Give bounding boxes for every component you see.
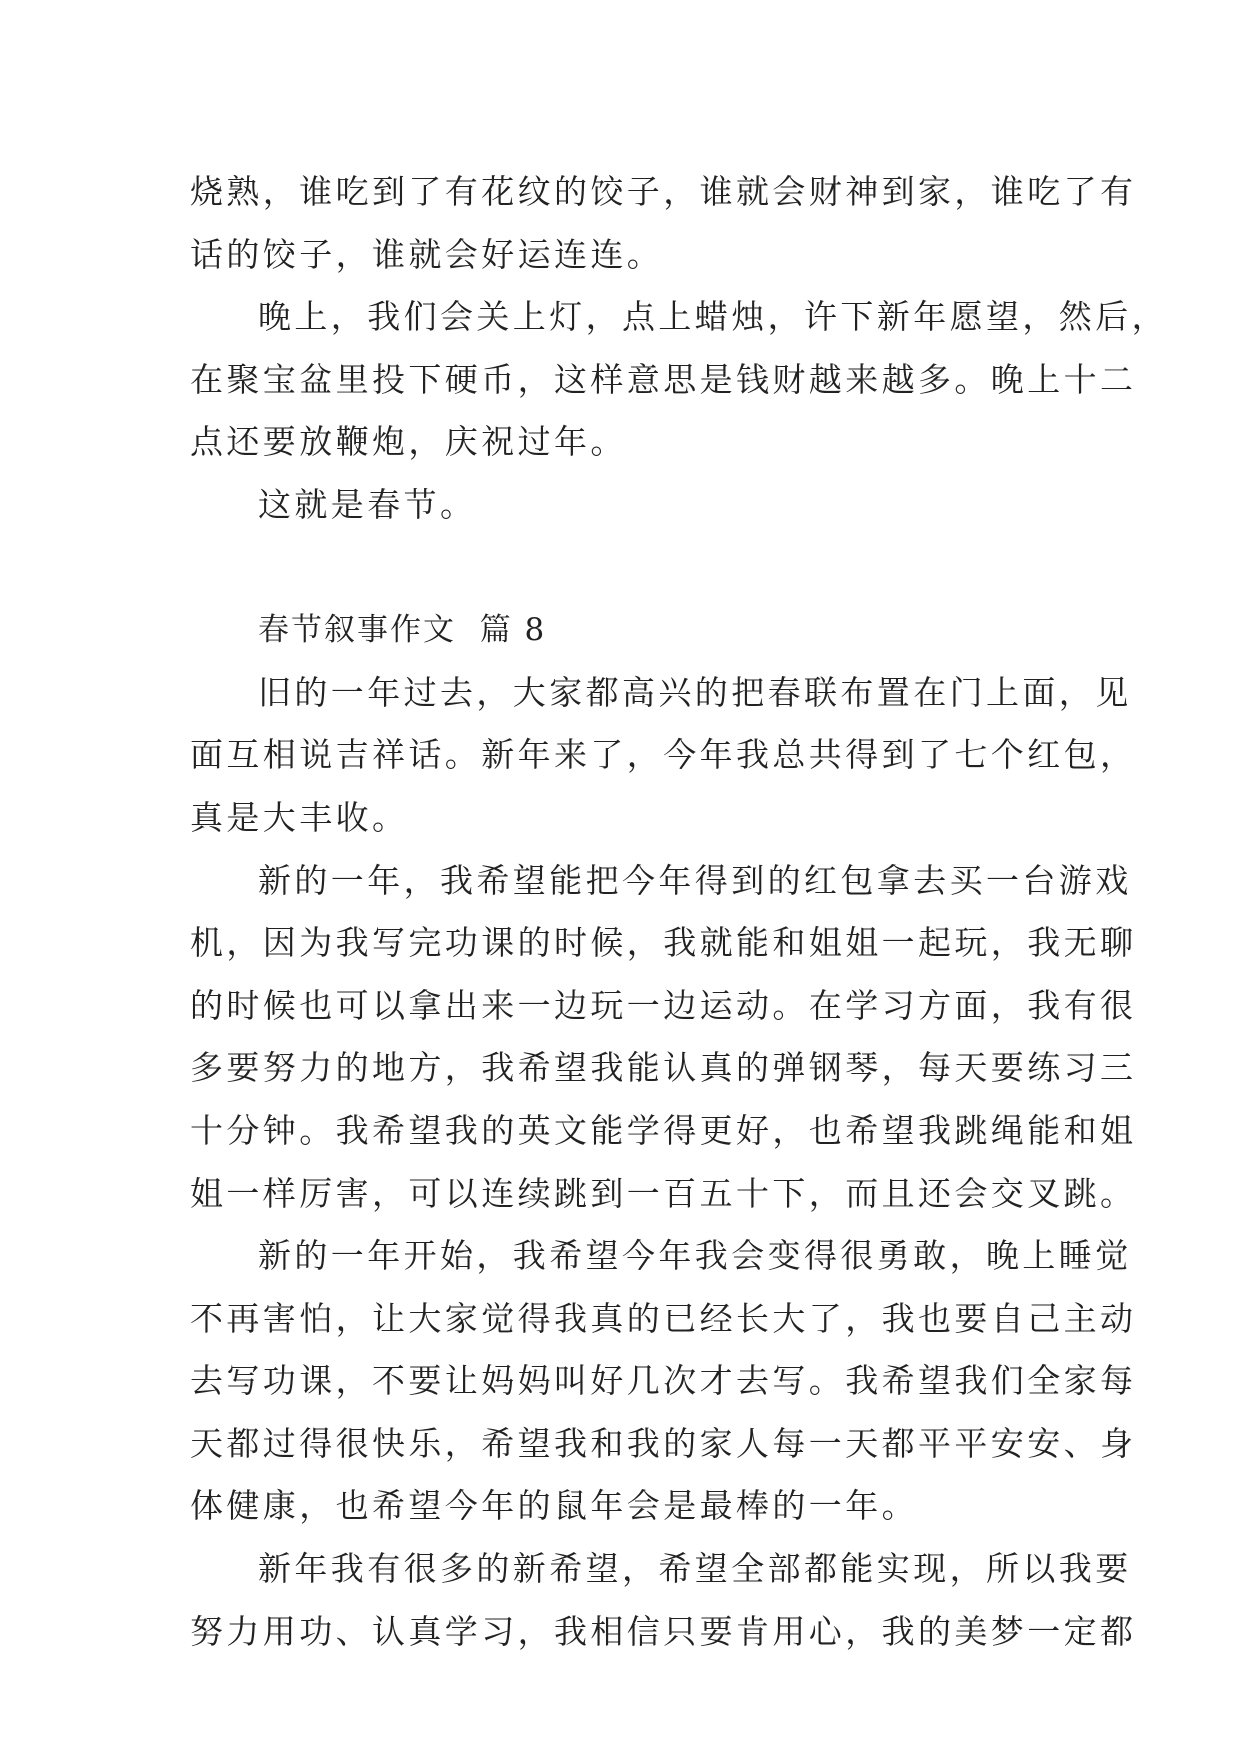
text-line: 体健康，也希望今年的鼠年会是最棒的一年。 bbox=[190, 1486, 918, 1526]
text-line: 的时候也可以拿出来一边玩一边运动。在学习方面，我有很 bbox=[190, 985, 1137, 1025]
text-line: 这就是春节。 bbox=[258, 484, 477, 524]
text-line: 天都过得很快乐，希望我和我的家人每一天都平平安安、身 bbox=[190, 1423, 1137, 1463]
text-line: 在聚宝盆里投下硬币，这样意思是钱财越来越多。晚上十二 bbox=[190, 359, 1137, 399]
text-line: 多要努力的地方，我希望我能认真的弹钢琴，每天要练习三 bbox=[190, 1048, 1137, 1088]
text-line: 晚上，我们会关上灯，点上蜡烛，许下新年愿望，然后， bbox=[258, 297, 1168, 337]
text-line: 十分钟。我希望我的英文能学得更好，也希望我跳绳能和姐 bbox=[190, 1110, 1137, 1150]
text-line: 机，因为我写完功课的时候，我就能和姐姐一起玩，我无聊 bbox=[190, 923, 1137, 963]
text-line: 去写功课，不要让妈妈叫好几次才去写。我希望我们全家每 bbox=[190, 1361, 1137, 1401]
text-line: 不再害怕，让大家觉得我真的已经长大了，我也要自己主动 bbox=[190, 1298, 1137, 1338]
text-line: 烧熟，谁吃到了有花纹的饺子，谁就会财神到家，谁吃了有 bbox=[190, 172, 1137, 211]
text-line: 面互相说吉祥话。新年来了，今年我总共得到了七个红包， bbox=[190, 735, 1137, 775]
section-gap bbox=[190, 537, 1080, 600]
text-line: 新年我有很多的新希望，希望全部都能实现，所以我要 bbox=[258, 1549, 1132, 1589]
text-line: 真是大丰收。 bbox=[190, 797, 409, 837]
section-title: 春节叙事作文 篇 8 bbox=[258, 612, 547, 649]
text-line: 话的饺子，谁就会好运连连。 bbox=[190, 234, 664, 274]
text-line: 新的一年开始，我希望今年我会变得很勇敢，晚上睡觉 bbox=[258, 1236, 1132, 1276]
text-line: 新的一年，我希望能把今年得到的红包拿去买一台游戏 bbox=[258, 860, 1132, 900]
document-body bbox=[190, 161, 1168, 1663]
text-line: 旧的一年过去，大家都高兴的把春联布置在门上面，见 bbox=[258, 672, 1132, 712]
text-line: 姐一样厉害，可以连续跳到一百五十下，而且还会交叉跳。 bbox=[190, 1173, 1137, 1213]
text-line: 点还要放鞭炮，庆祝过年。 bbox=[190, 422, 627, 462]
text-line: 努力用功、认真学习，我相信只要肯用心，我的美梦一定都 bbox=[190, 1611, 1137, 1651]
